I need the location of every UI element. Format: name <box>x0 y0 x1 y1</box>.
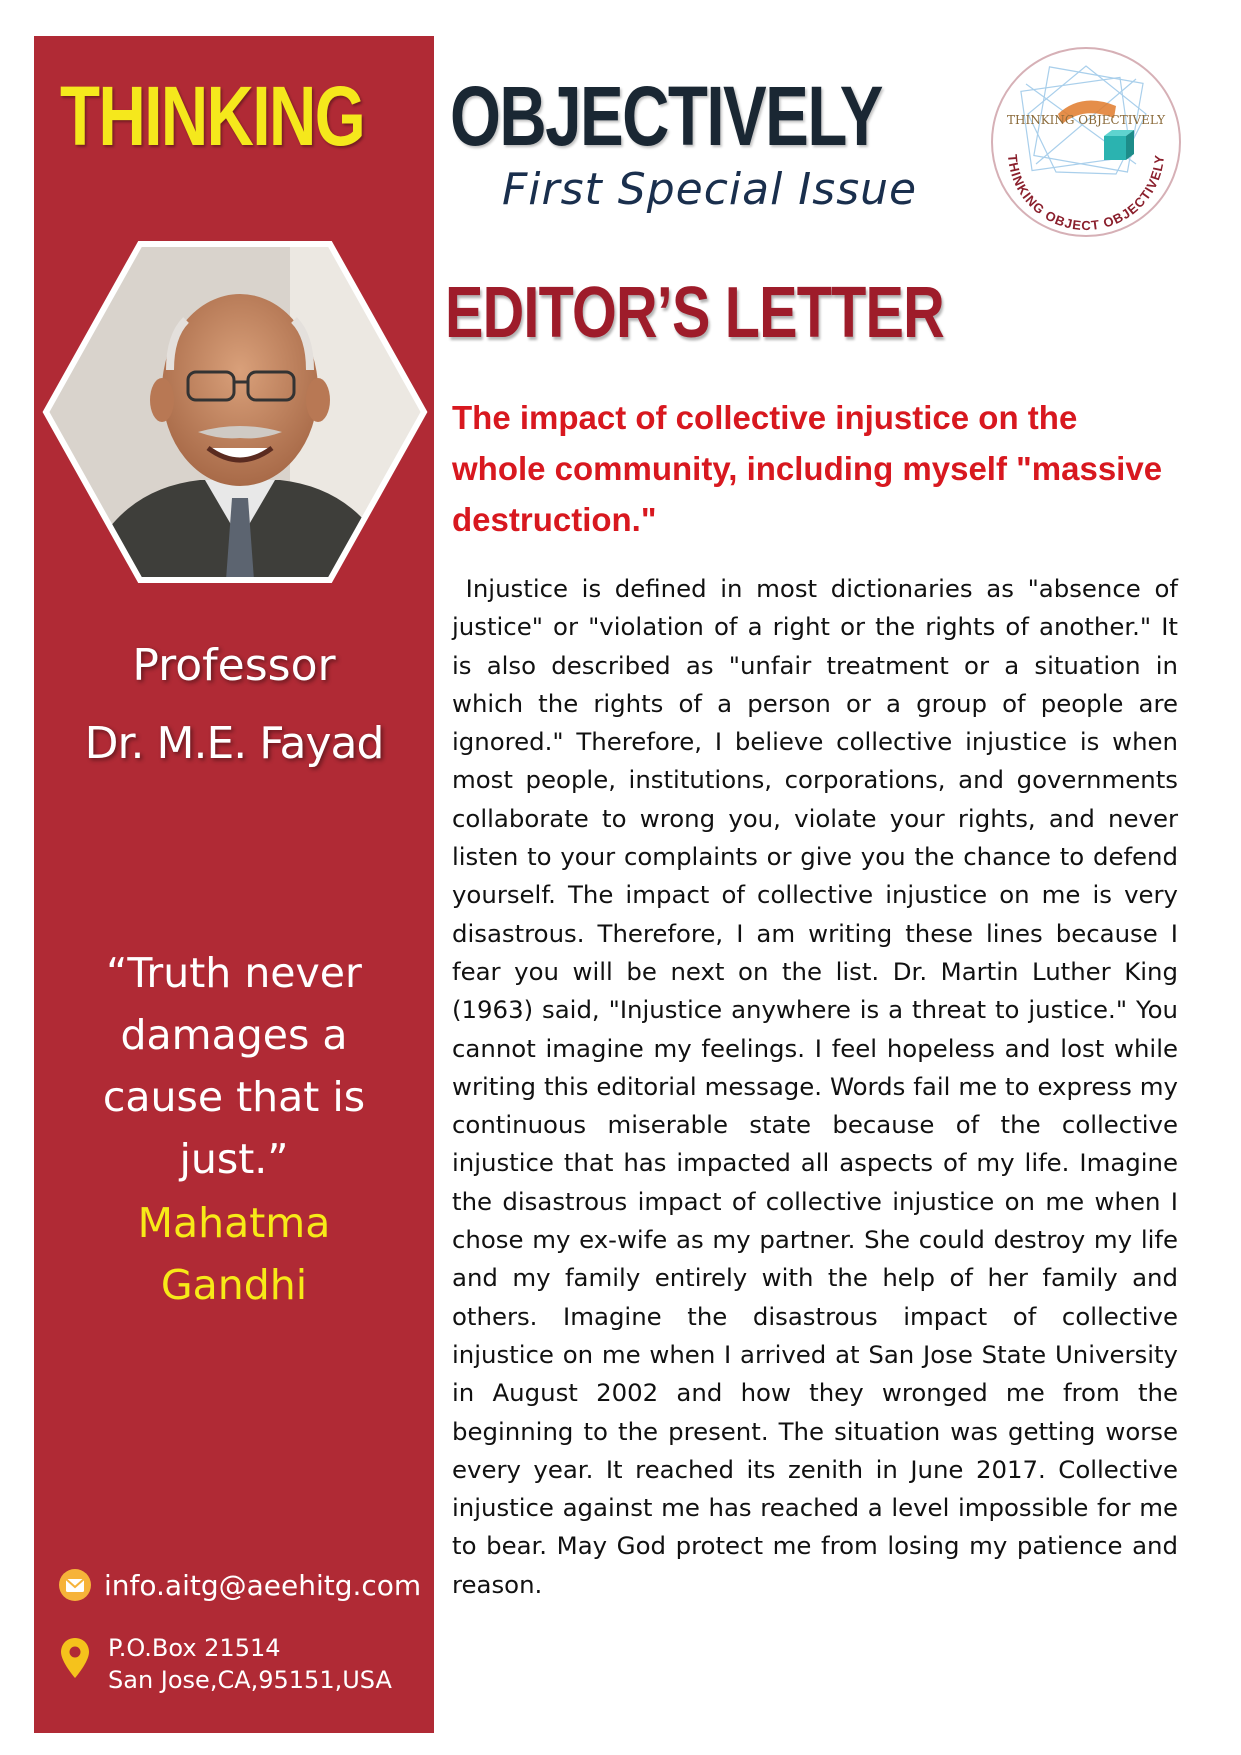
logo-inner-text: THINKING OBJECTIVELY <box>1006 113 1166 127</box>
masthead-title-thinking: THINKING <box>60 69 365 163</box>
masthead-title-objectively: OBJECTIVELY <box>450 69 882 163</box>
masthead-subtitle: First Special Issue <box>502 164 918 215</box>
article-body: Injustice is defined in most dictionaries as "absence of justice" or "violation of a right or the rights of another." It is also described as "unfair treatment or a situation in which the rights of a person or a group of people are ignored." Therefore, I believe collective injustice is when most people, institutions, corporations, and governments collaborate to wrong you, violate your rights, and never listen to your complaints or give you the chance to defend yourself. The impact of collective injustice on me is very disastrous. Therefore, I am writing these lines because I fear you will be next on the list. Dr. Martin Luther King (1963) said, "Injustice anywhere is a threat to justice." You cannot imagine my feelings. I feel hopeless and lost while writing this editorial message. Words fail me to express my continuous miserable state because of the collective injustice that has impacted all aspects of my life. Imagine the disastrous impact of collective injustice on me when I chose my ex-wife as my partner. She could destroy my life and my family entirely with the help of her family and others. Imagine the disastrous impact of collective injustice on me when I arrived at San Jose State University in August 2002 and how they wronged me from the beginning to the present. The situation was getting worse every year. It reached its zenith in June 2017. Collective injustice against me has reached a level impossible for me to bear. May God protect me from losing my patience and reason. <box>452 574 1186 1599</box>
masthead <box>60 60 940 230</box>
email-icon <box>58 1568 92 1602</box>
author-title: Professor <box>132 640 336 691</box>
section-title: EDITOR’S LETTER <box>445 273 944 353</box>
location-pin-icon <box>58 1636 92 1680</box>
logo-ring-text: THINKING OBJECT OBJECTIVELY <box>1004 153 1168 234</box>
article-headline: The impact of collective injustice on the whole community, including myself "massive destruction." <box>452 399 1163 538</box>
author-photo <box>40 240 430 585</box>
journal-logo <box>986 44 1186 240</box>
contact-address <box>58 1632 392 1696</box>
contact-email[interactable] <box>58 1568 421 1602</box>
email-text: info.aitg@aeehitg.com <box>104 1568 422 1602</box>
address-line-2: San Jose,CA,95151,USA <box>108 1666 392 1694</box>
quote-author: Mahatma Gandhi <box>137 1199 331 1309</box>
address-line-1: P.O.Box 21514 <box>108 1634 281 1662</box>
sidebar-quote: “Truth never damages a cause that is just.” <box>102 949 366 1183</box>
author-name: Dr. M.E. Fayad <box>84 718 384 769</box>
